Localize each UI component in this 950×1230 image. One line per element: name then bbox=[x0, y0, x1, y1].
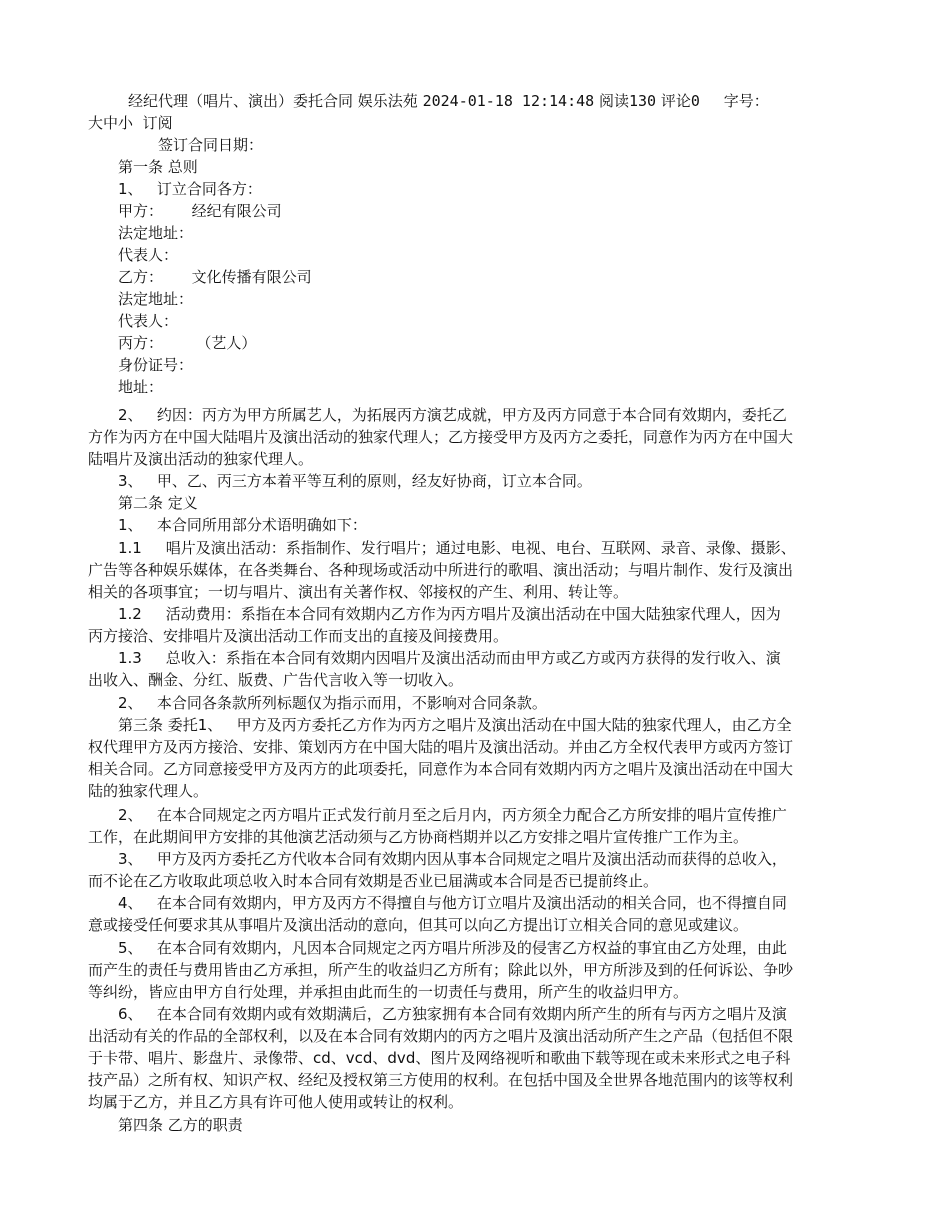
clause-line: 5、 在本合同有效期内，凡因本合同规定之丙方唱片所涉及的侵害乙方权益的事宜由乙方处理，由此 bbox=[118, 939, 787, 957]
party-b-line: 乙方： 文化传播有限公司 bbox=[118, 268, 312, 286]
paragraph-line: 而不论在乙方收取此项总收入时本合同有效期是否业已届满或本合同是否已提前终止。 bbox=[88, 872, 659, 890]
paragraph-line: 出活动有关的作品的全部权利，以及在本合同有效期内的丙方之唱片及演出活动所产生之产品（包括但不限 bbox=[88, 1027, 794, 1045]
section-heading: 第一条 总则 bbox=[118, 158, 198, 176]
font-size-medium-link[interactable]: 中 bbox=[103, 114, 119, 132]
field-line: 代表人： bbox=[118, 312, 179, 330]
paragraph-line: 广告等各种娱乐媒体，在各类舞台、各种现场或活动中所进行的歌唱、演出活动；与唱片制作、发行及演出 bbox=[88, 561, 794, 579]
comments-count: 0 bbox=[690, 92, 700, 110]
paragraph-line: 陆唱片及演出活动的独家代理人。 bbox=[88, 450, 314, 468]
paragraph-line: 相关的各项事宜；一切与唱片、演出有关著作权、邻接权的产生、利用、转让等。 bbox=[88, 583, 629, 601]
font-size-controls bbox=[88, 112, 173, 134]
clause-line: 6、 在本合同有效期内或有效期满后，乙方独家拥有本合同有效期内所产生的所有与丙方之唱片及演 bbox=[118, 1005, 787, 1023]
paragraph-line: 而产生的责任与费用皆由乙方承担，所产生的收益归乙方所有；除此以外，甲方所涉及到的任何诉讼、争吵 bbox=[88, 961, 794, 979]
subscribe-link[interactable]: 订阅 bbox=[142, 114, 173, 132]
site-name: 娱乐法苑 bbox=[357, 92, 418, 110]
section-heading: 第三条 委托1、 甲方及丙方委托乙方作为丙方之唱片及演出活动在中国大陆的独家代理人，由乙方全 bbox=[118, 716, 792, 734]
party-c-line: 丙方： （艺人） bbox=[118, 334, 257, 352]
contract-date-line: 签订合同日期： bbox=[158, 136, 264, 154]
paragraph-line: 权代理甲方及丙方接洽、安排、策划丙方在中国大陆的唱片及演出活动。并由乙方全权代表甲方或丙方签订 bbox=[88, 738, 794, 756]
paragraph-line: 相关合同。乙方同意接受甲方及丙方的此项委托，同意作为本合同有效期内丙方之唱片及演出活动在中国大 bbox=[88, 760, 794, 778]
clause-line: 3、 甲、乙、丙三方本着平等互利的原则，经友好协商，订立本合同。 bbox=[118, 472, 592, 490]
section-heading: 第四条 乙方的职责 bbox=[118, 1116, 243, 1134]
field-line: 身份证号： bbox=[118, 356, 194, 374]
reads-count: 130 bbox=[628, 92, 657, 110]
party-a-line: 甲方： 经纪有限公司 bbox=[118, 202, 282, 220]
clause-line: 2、 在本合同规定之丙方唱片正式发行前月至之后月内，丙方须全力配合乙方所安排的唱片宣传推广 bbox=[118, 806, 787, 824]
clause-line: 1.1 唱片及演出活动：系指制作、发行唱片；通过电影、电视、电台、互联网、录音、录像、摄影、 bbox=[118, 539, 796, 557]
clause-line: 2、 本合同各条款所列标题仅为指示而用，不影响对合同条款。 bbox=[118, 694, 547, 712]
article-meta-line bbox=[128, 90, 769, 112]
field-line: 地址： bbox=[118, 378, 164, 396]
paragraph-line: 陆的独家代理人。 bbox=[88, 782, 209, 800]
clause-line: 1、 订立合同各方： bbox=[118, 180, 262, 198]
clause-line: 1.2 活动费用：系指在本合同有效期内乙方作为丙方唱片及演出活动在中国大陆独家代理人，因为 bbox=[118, 605, 781, 623]
section-heading: 第二条 定义 bbox=[118, 494, 198, 512]
field-line: 法定地址： bbox=[118, 224, 194, 242]
paragraph-line: 等纠纷，皆应由甲方自行处理，并承担由此而生的一切责任与费用，所产生的收益归甲方。 bbox=[88, 983, 689, 1001]
paragraph-line: 工作，在此期间甲方安排的其他演艺活动须与乙方协商档期并以乙方安排之唱片宣传推广工作为主。 bbox=[88, 828, 749, 846]
field-line: 代表人： bbox=[118, 246, 179, 264]
paragraph-line: 丙方接洽、安排唱片及演出活动工作而支出的直接及间接费用。 bbox=[88, 627, 509, 645]
comments-label: 评论 bbox=[660, 92, 691, 110]
clause-line: 3、 甲方及丙方委托乙方代收本合同有效期内因从事本合同规定之唱片及演出活动而获得的总收入， bbox=[118, 850, 787, 868]
paragraph-line: 技产品）之所有权、知识产权、经纪及授权第三方使用的权利。在包括中国及全世界各地范围内的该等权利 bbox=[88, 1071, 794, 1089]
article-title: 经纪代理（唱片、演出）委托合同 bbox=[128, 92, 354, 110]
clause-line: 2、 约因：丙方为甲方所属艺人，为拓展丙方演艺成就，甲方及丙方同意于本合同有效期内，委托乙 bbox=[118, 406, 787, 424]
font-size-small-link[interactable]: 小 bbox=[118, 114, 134, 132]
post-datetime: 2024-01-18 12:14:48 bbox=[422, 92, 595, 110]
font-size-large-link[interactable]: 大 bbox=[88, 114, 104, 132]
paragraph-line: 方作为丙方在中国大陆唱片及演出活动的独家代理人；乙方接受甲方及丙方之委托，同意作为丙方在中国大 bbox=[88, 428, 794, 446]
font-size-label: 字号： bbox=[723, 92, 769, 110]
reads-label: 阅读 bbox=[598, 92, 629, 110]
paragraph-line: 意或接受任何要求其从事唱片及演出活动的意向，但其可以向乙方提出订立相关合同的意见或建议。 bbox=[88, 916, 749, 934]
paragraph-line: 于卡带、唱片、影盘片、录像带、cd、vcd、dvd、图片及网络视听和歌曲下载等现在或未来形式之电子科 bbox=[88, 1049, 791, 1067]
field-line: 法定地址： bbox=[118, 290, 194, 308]
clause-line: 1、 本合同所用部分术语明确如下： bbox=[118, 516, 367, 534]
paragraph-line: 均属于乙方，并且乙方具有许可他人使用或转让的权利。 bbox=[88, 1093, 464, 1111]
paragraph-line: 出收入、酬金、分红、版费、广告代言收入等一切收入。 bbox=[88, 671, 464, 689]
clause-line: 1.3 总收入：系指在本合同有效期内因唱片及演出活动而由甲方或乙方或丙方获得的发行收入、演 bbox=[118, 649, 781, 667]
clause-line: 4、 在本合同有效期内，甲方及丙方不得擅自与他方订立唱片及演出活动的相关合同，也不得擅自同 bbox=[118, 894, 787, 912]
